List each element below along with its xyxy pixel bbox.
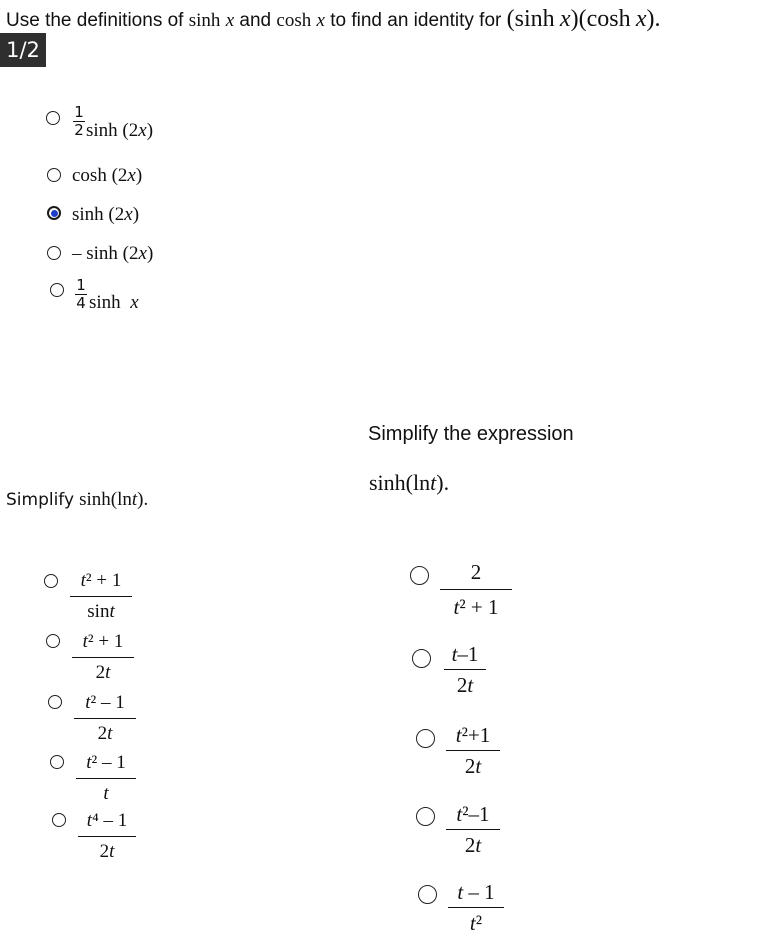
q2-option-4-radio[interactable] xyxy=(50,755,64,769)
q1-option-4-radio[interactable] xyxy=(47,246,61,260)
q1-option-2-var: x xyxy=(127,165,136,186)
q1-option-4-var: x xyxy=(138,243,147,264)
q2-option-1-fraction xyxy=(70,570,132,623)
title-expr-x2: x xyxy=(635,6,647,32)
q3-option-3-radio[interactable] xyxy=(416,729,435,748)
q1-option-1-var: x xyxy=(138,120,147,141)
q3-option-5-den: t² xyxy=(469,911,483,936)
q1-option-1-num: 1 xyxy=(74,103,84,121)
q2-option-5-fraction xyxy=(78,810,136,863)
q2-expr-close: ). xyxy=(137,489,149,510)
q1-option-1-label xyxy=(86,120,153,142)
fraction-bar xyxy=(444,669,486,670)
question-3-label: Simplify the expression xyxy=(368,423,574,445)
q3-option-5-fraction xyxy=(448,881,504,934)
q3-option-1-fraction xyxy=(440,561,512,618)
q3-option-4-den: 2t xyxy=(464,833,482,858)
q1-option-3-label xyxy=(72,204,139,226)
q2-option-4-fraction xyxy=(76,752,136,805)
q1-option-3-radio-selected[interactable] xyxy=(47,206,61,220)
q1-option-1-den: 2 xyxy=(74,121,84,140)
q2-label: Simplify xyxy=(6,490,75,510)
q1-option-2-text: cosh (2 xyxy=(72,165,128,186)
question-2-prompt xyxy=(6,489,148,511)
q1-option-5-var: x xyxy=(130,292,139,313)
title-expr-sinh: sinh xyxy=(514,6,555,32)
q1-option-1-fraction xyxy=(73,104,85,139)
title-mid: to find an identity for xyxy=(330,10,502,31)
title-x1: x xyxy=(225,10,235,31)
fraction-bar xyxy=(448,907,504,908)
q2-option-3-fraction xyxy=(74,692,136,745)
q3-option-4-num: t²–1 xyxy=(456,802,490,826)
question-3-expression xyxy=(369,470,449,496)
q3-option-5-num: t – 1 xyxy=(457,880,495,904)
q2-option-2-radio[interactable] xyxy=(46,634,60,648)
title-prefix: Use the definitions of xyxy=(6,10,184,31)
q1-option-1-close: ) xyxy=(146,120,154,141)
title-expr-x1: x xyxy=(559,6,571,32)
fraction-bar xyxy=(74,718,136,719)
q1-option-5-num: 1 xyxy=(76,276,86,294)
q2-expr-fn: sinh(ln xyxy=(79,489,132,510)
q1-option-5-text: sinh xyxy=(89,292,126,313)
q1-option-5-fraction xyxy=(75,277,87,312)
q2-option-4-den: t xyxy=(103,783,109,805)
q1-option-5-den: 4 xyxy=(76,294,86,313)
q1-option-2-radio[interactable] xyxy=(47,168,61,182)
fraction-bar xyxy=(76,778,136,779)
q2-option-3-radio[interactable] xyxy=(48,695,62,709)
q2-option-1-den: sint xyxy=(87,601,115,623)
title-cosh: cosh xyxy=(276,10,312,31)
title-expr-open: ( xyxy=(506,6,515,32)
title-expr-close: ) xyxy=(570,6,579,32)
question-1-title xyxy=(6,6,661,33)
q3-option-1-radio[interactable] xyxy=(410,566,429,585)
q1-option-4-text: – sinh (2 xyxy=(72,243,139,264)
q3-option-3-fraction xyxy=(446,724,500,777)
q2-option-2-fraction xyxy=(72,631,134,684)
q1-option-3-close: ) xyxy=(132,204,140,225)
q3-expr-fn: sinh(ln xyxy=(369,470,431,495)
title-expr-cosh: cosh xyxy=(586,6,631,32)
q1-option-2-label xyxy=(72,165,142,187)
fraction-bar xyxy=(440,589,512,590)
q1-option-5-radio[interactable] xyxy=(50,283,64,297)
q3-option-3-num: t²+1 xyxy=(455,723,491,747)
q1-option-3-var: x xyxy=(124,204,133,225)
q3-option-2-num: t–1 xyxy=(451,642,479,666)
q2-option-5-radio[interactable] xyxy=(52,813,66,827)
title-expr-open2: ( xyxy=(578,6,587,32)
q2-option-1-num: t² + 1 xyxy=(80,570,122,591)
q3-expr-close: ). xyxy=(436,470,450,495)
q1-option-4-close: ) xyxy=(146,243,154,264)
fraction-bar xyxy=(446,829,500,830)
q2-option-3-num: t² – 1 xyxy=(85,692,125,713)
q3-option-1-num: 2 xyxy=(470,560,482,584)
fraction-bar xyxy=(70,596,132,597)
q3-option-5-radio[interactable] xyxy=(418,885,437,904)
page-indicator-badge: 1/2 xyxy=(0,33,46,67)
q3-option-1-den: t² + 1 xyxy=(453,595,499,620)
q1-option-3-text: sinh (2 xyxy=(72,204,125,225)
q2-option-1-radio[interactable] xyxy=(44,574,58,588)
q1-option-2-close: ) xyxy=(135,165,143,186)
fraction-bar xyxy=(78,836,136,837)
q3-expr-var: t xyxy=(430,470,437,495)
q3-option-4-radio[interactable] xyxy=(416,807,435,826)
q1-option-4-label xyxy=(72,243,153,265)
q3-option-2-fraction xyxy=(444,643,486,696)
q2-option-5-num: t⁴ – 1 xyxy=(86,810,128,831)
title-x2: x xyxy=(316,10,325,31)
q1-option-1-radio[interactable] xyxy=(46,111,60,125)
q2-option-4-num: t² – 1 xyxy=(86,752,126,773)
q2-option-2-den: 2t xyxy=(95,662,111,684)
title-sinh: sinh xyxy=(188,10,221,31)
q2-option-3-den: 2t xyxy=(97,723,113,745)
fraction-bar xyxy=(72,657,134,658)
q2-option-2-num: t² + 1 xyxy=(82,631,124,652)
q2-expr-var: t xyxy=(131,489,138,510)
q3-option-4-fraction xyxy=(446,803,500,856)
q2-option-5-den: 2t xyxy=(99,841,115,863)
q3-option-2-radio[interactable] xyxy=(412,649,431,668)
title-and: and xyxy=(239,10,272,31)
q1-option-5-label xyxy=(89,292,139,314)
fraction-bar xyxy=(446,750,500,751)
q3-option-3-den: 2t xyxy=(464,754,482,779)
q3-option-2-den: 2t xyxy=(456,673,474,698)
q1-option-1-text: sinh (2 xyxy=(86,120,139,141)
title-expr-close2: ). xyxy=(646,6,661,32)
